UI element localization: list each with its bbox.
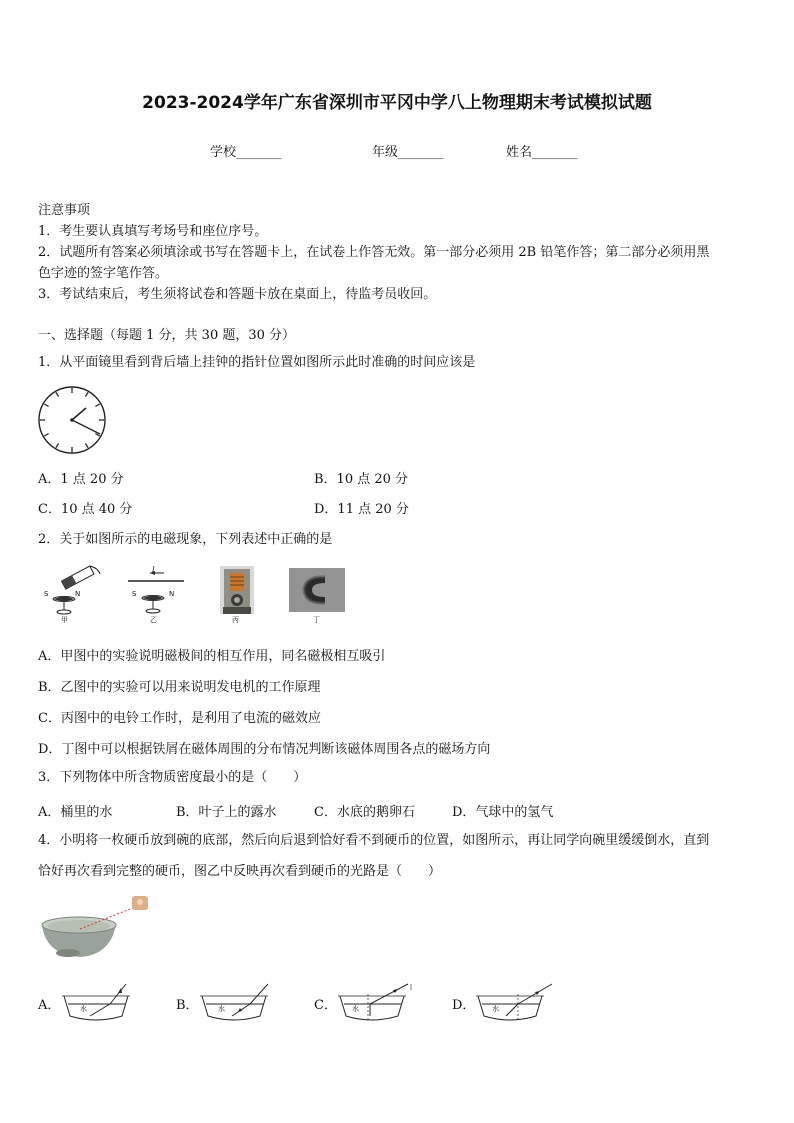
label-current: I [152,566,155,574]
q2-option-c[interactable]: C．丙图中的电铃工作时，是利用了电流的磁效应 [38,711,321,726]
grade-field: 年级_______ [372,145,444,160]
q4-option-c[interactable]: C． [314,998,337,1013]
water-label-d: 水 [492,1005,499,1013]
q1-option-a[interactable]: A．1 点 20 分 [38,472,124,487]
q4-diagram-d [474,980,556,1025]
q2-option-a[interactable]: A．甲图中的实验说明磁极间的相互作用，同名磁极相互吸引 [38,649,386,664]
q1-option-d[interactable]: D．11 点 20 分 [314,502,409,517]
school-field: 学校_______ [210,145,282,160]
label-s1: S [44,590,49,598]
q1-stem: 1．从平面镜里看到背后墙上挂钟的指针位置如图所示此时准确的时间应该是 [38,355,476,370]
q4-diagram-a [60,980,138,1025]
label-yi: 乙 [150,616,157,624]
clock-figure [36,384,108,456]
q4-option-b[interactable]: B． [176,998,199,1013]
notice-heading: 注意事项 [38,203,91,218]
q4-diagram-c [336,980,416,1025]
water-label-a: 水 [80,1005,87,1013]
q4-option-a[interactable]: A． [38,998,61,1013]
q2-option-d[interactable]: D．丁图中可以根据铁屑在磁体周围的分布情况判断该磁体周围各点的磁场方向 [38,742,491,757]
q1-option-c[interactable]: C．10 点 40 分 [38,502,133,517]
name-field: 姓名_______ [506,145,578,160]
q2-stem: 2．关于如图所示的电磁现象，下列表述中正确的是 [38,532,333,547]
section-heading: 一、选择题（每题 1 分，共 30 题，30 分） [38,328,296,343]
page-title: 2023-2024学年广东省深圳市平冈中学八上物理期末考试模拟试题 [142,93,652,113]
q4-stem-line1: 4．小明将一枚硬币放到碗的底部，然后向后退到恰好看不到硬币的位置，如图所示，再让同学向碗里缓缓倒水，直到 [38,833,710,848]
q2-option-b[interactable]: B．乙图中的实验可以用来说明发电机的工作原理 [38,680,321,695]
q3-option-d[interactable]: D．气球中的氢气 [452,805,554,820]
q3-stem: 3．下列物体中所含物质密度最小的是（ ） [38,770,307,785]
notice-item-1: 1．考生要认真填写考场号和座位序号。 [38,224,268,239]
notice-item-2: 2．试题所有答案必须填涂或书写在答题卡上，在试卷上作答无效。第一部分必须用 2B 铅笔作答；第二部分必须用黑 [38,245,710,260]
q4-diagram-b [198,980,276,1025]
figure-bing-electric-bell [220,566,254,614]
notice-item-2-cont: 色字迹的签字笔作答。 [38,266,169,281]
label-s2: S [132,590,137,598]
water-label-c: 水 [352,1005,359,1013]
q3-option-c[interactable]: C．水底的鹅卵石 [314,805,415,820]
q4-stem-line2: 恰好再次看到完整的硬币，图乙中反映再次看到硬币的光路是（ ） [38,864,442,879]
label-n2: N [169,590,175,598]
bowl-coin-photo [40,895,152,961]
label-bing: 丙 [232,616,239,624]
label-jia: 甲 [61,616,68,624]
label-n1: N [75,590,81,598]
figure-ding-iron-filings [289,568,345,612]
water-label-b: 水 [218,1005,225,1013]
q1-option-b[interactable]: B．10 点 20 分 [314,472,409,487]
notice-item-3: 3．考试结束后，考生须将试卷和答题卡放在桌面上，待监考员收回。 [38,287,437,302]
q3-option-a[interactable]: A．桶里的水 [38,805,113,820]
figure-jia-magnet-compass [38,562,108,622]
q4-option-d[interactable]: D． [452,998,476,1013]
label-ding: 丁 [313,616,320,624]
q3-option-b[interactable]: B．叶子上的露水 [176,805,277,820]
